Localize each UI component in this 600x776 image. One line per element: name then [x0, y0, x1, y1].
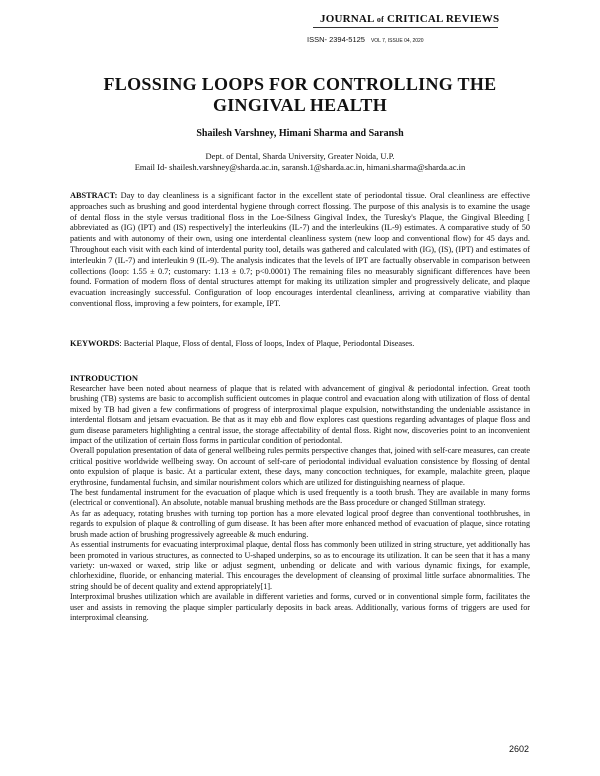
keywords-label: KEYWORDS — [70, 339, 120, 348]
journal-name-tail: CRITICAL REVIEWS — [386, 13, 500, 25]
abstract-label: ABSTRACT: — [70, 191, 118, 200]
keywords-text: : Bacterial Plaque, Floss of dental, Floss of loops, Index of Plaque, Periodontal Diseases. — [119, 339, 415, 348]
journal-rule — [313, 27, 498, 28]
keywords — [70, 339, 530, 350]
email: Email Id- shailesh.varshney@sharda.ac.in, saransh.1@sharda.ac.in, himani.sharma@sharda.ac.in — [134, 162, 466, 172]
intro-paragraph-1: Researcher have been noted about nearness of plaque that is related with advancement of gingival & periodontal infection. Great tooth brushing (TB) systems are basic to accomplish sufficient outcomes in plaque control and evacuation along with utilization of floss of dental mixed by TB had given a few confirmations of progress of interproximal plaque expulsion, notwithstanding the undeniable assistance in interdental flotsam and jetsam evacuation. Be that as it may ebb and flow explores cast questions regarding advantages of plaque floss and gum disease parameters highlighting a central issue, the storage affectability of dental floss. Right now, discoveries point to an inconvenient impact of the utilization of certain floss forms in particular condition of periodontal. — [70, 384, 530, 446]
intro-paragraph-4: As far as adequacy, rotating brushes with turning top portion has a more elevated logical proof degree than conventional toothbrushes, in regards to expulsion of plaque & controlling of gum disease. It has been after more enhanced method of evacuation of plaque, since rotating brush made action of brushing progressively agreeable & much enduring. — [70, 508, 530, 539]
issn-line — [307, 35, 424, 44]
affiliation: Dept. of Dental, Sharda University, Greater Noida, U.P. — [205, 151, 395, 161]
intro-paragraph-6: Interproximal brushes utilization which are available in different varieties and forms, curved or in conventional simple form, facilitates the user and assists in removing the plaque simpler particularly deposits in back areas. Additionally, various forms of triggers are used for interproximal cleansing. — [70, 592, 530, 622]
intro-body — [70, 384, 530, 623]
authors: Shailesh Varshney, Himani Sharma and Saransh — [196, 128, 404, 139]
intro-paragraph-5: As essential instruments for evacuating interproximal plaque, dental floss has commonly been utilized in string structure, yet additionally has been promoted in various structures, as connected to U-shaped underpins, so as to encourage its utilization. It can be seen that it has a many variety: un-waxed or waxed, strip like or adjust segment, unbending or delicate and with various dynamic fixings, for example, chlorhexidine, fluoride, or enhancing material. This encourages the development of cleansing of proximal little surface abnormalities. The string should be of decent quality and extend appropriately[1]. — [70, 540, 530, 591]
intro-paragraph-2: Overall population presentation of data of general wellbeing rules permits perspective changes that, joined with self-care measures, can create critical positive worldwide wellbeing sway. On account of self-care of periodontal individual evaluation consistence by flossing of dental onto expulsion of plaque is basic. At a particular extent, these days, many concoction techniques, for example, malachite green, plaque erythrosine, fundamental fuchsin, and similar nourishment colors which are utilized for distinguishing nearness of plaque. — [70, 446, 530, 487]
page-number: 2602 — [509, 744, 530, 754]
journal-name — [320, 13, 520, 25]
abstract-text: Day to day cleanliness is a significant factor in the excellent state of periodontal tissue. Oral cleanliness are effective approaches such as brushing and good interdental hygiene through correct flossing. The purpose of this analysis is to examine the usage of dental floss in the style versus traditional floss in the Loe-Silness Gingival Index, the Turesky's Plaque, the Gingival Bleeding [ abbreviated as (IG) (IPT) and (IS) respectively] the interleukins (IL-7) and the interleukins (IL-9) estimates. A comparative study of 50 patients and with autonomy of their own, using one interdental cleanliness system (new loop and conventional flow) for 45 days and. Throughout each visit with each kind of interdental purity tool, details was gathered and calculated with (IG), (IS), (IPT) and estimates of interleukin 7 (IL-7) and interleukin 9 (IL-9). The analysis indicates that the levels of IPT are factually observable in comparison between collections (loop: 1.55 ± 0.7; customary: 1.13 ± 0.7; p<0.0001) The remaining files no measurably significant differences have been found. Formation of modern floss of dental structures attempt for making its utilization simpler and progressively delicate, and plaque evacuation increasingly successful. Configuration of loop encourages interdental cleanliness, arriving at comparative viability than conventional floss, improving a few pointers, for example, IPT. — [70, 191, 530, 308]
intro-heading: INTRODUCTION — [70, 373, 139, 383]
journal-name-main: JOURNAL — [320, 13, 374, 25]
abstract — [70, 191, 530, 310]
volume-info: VOL 7, ISSUE 04, 2020 — [370, 38, 424, 44]
issn: ISSN- 2394-5125 — [307, 35, 365, 44]
intro-paragraph-3: The best fundamental instrument for the evacuation of plaque which is used frequently is a tooth brush. They are available in many forms (electrical or conventional). An absolute, notable manual brushing methods are the Bass procedure or changed Stillman strategy. — [70, 488, 530, 508]
journal-name-of: of — [376, 15, 384, 24]
paper-title: FLOSSING LOOPS FOR CONTROLLING THE GINGIVAL HEALTH — [103, 74, 497, 115]
affiliation-block — [70, 151, 530, 173]
